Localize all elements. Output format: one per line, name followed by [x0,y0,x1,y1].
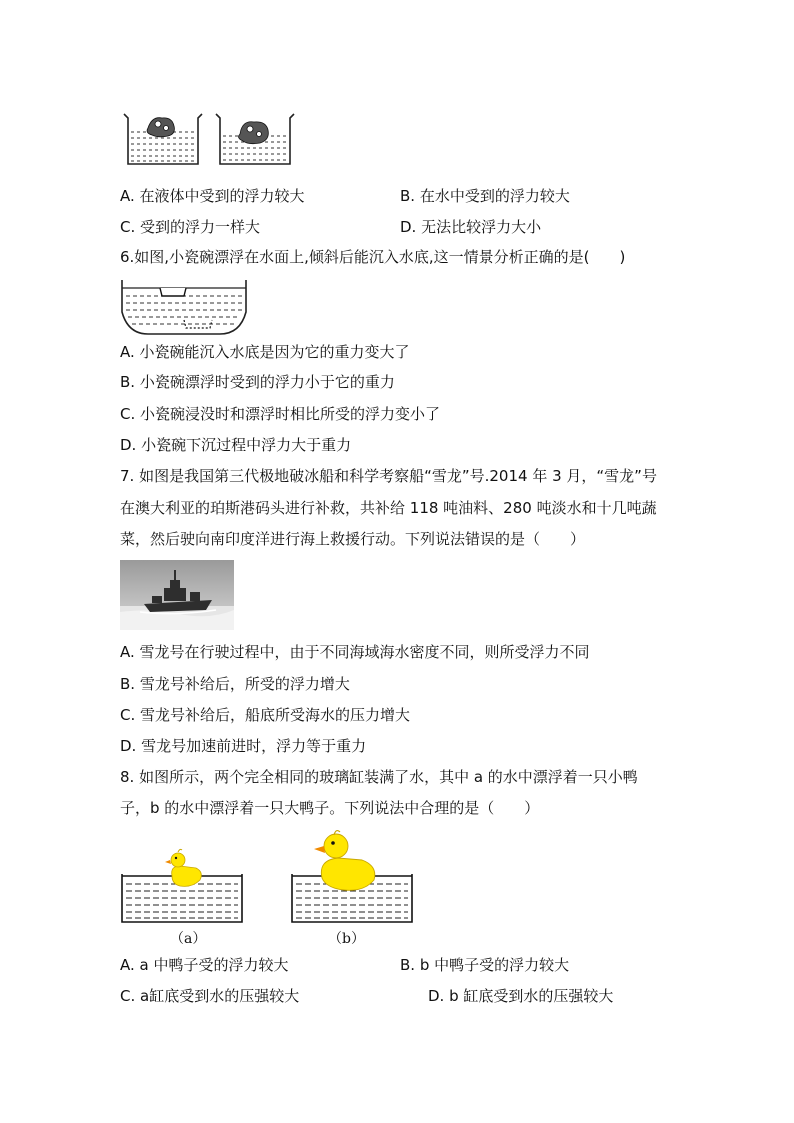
q8-option-c[interactable]: C. a缸底受到水的压强较大 [120,987,300,1005]
q7-option-c[interactable]: C. 雪龙号补给后，船底所受海水的压力增大 [120,706,411,724]
q6-floating-bowl [160,288,186,296]
q8-caption-a: （a） [170,931,207,947]
q7-stem-line-2: 在澳大利亚的珀斯港码头进行补救，共补给 118 吨油料、280 吨淡水和十几吨蔬 [120,499,657,517]
q6-stem: 6.如图,小瓷碗漂浮在水面上,倾斜后能沉入水底,这一情景分析正确的是( ) [120,248,626,266]
q8-option-d[interactable]: D. b 缸底受到水的压强较大 [428,987,614,1005]
q8-option-b[interactable]: B. b 中鸭子受的浮力较大 [400,956,570,974]
q6-option-d[interactable]: D. 小瓷碗下沉过程中浮力大于重力 [120,436,352,454]
q7-ship-photo [120,560,234,630]
q7-option-b[interactable]: B. 雪龙号补给后，所受的浮力增大 [120,675,350,693]
q5-floating-object-left [147,118,174,137]
q8-stem-line-2: 子，b 的水中漂浮着一只大鸭子。下列说法中合理的是（ ） [120,799,540,817]
q6-option-c[interactable]: C. 小瓷碗浸没时和漂浮时相比所受的浮力变小了 [120,405,441,423]
q7-option-d[interactable]: D. 雪龙号加速前进时，浮力等于重力 [120,737,367,755]
q7-option-a[interactable]: A. 雪龙号在行驶过程中，由于不同海域海水密度不同，则所受浮力不同 [120,643,590,661]
q6-option-b[interactable]: B. 小瓷碗漂浮时受到的浮力小于它的重力 [120,373,395,391]
q5-option-d[interactable]: D. 无法比较浮力大小 [400,218,542,236]
q7-stem-line-1: 7. 如图是我国第三代极地破冰船和科学考察船“雪龙”号.2014 年 3 月，“雪龙”号 [120,467,657,485]
q5-option-a[interactable]: A. 在液体中受到的浮力较大 [120,187,305,205]
q6-option-a[interactable]: A. 小瓷碗能沉入水底是因为它的重力变大了 [120,343,410,361]
q5-option-b[interactable]: B. 在水中受到的浮力较大 [400,187,570,205]
q8-tank-a-figure [118,846,248,924]
q8-caption-b: （b） [328,931,365,947]
q5-figure [118,108,298,170]
q8-option-a[interactable]: A. a 中鸭子受的浮力较大 [120,956,289,974]
q8-stem-line-1: 8. 如图所示，两个完全相同的玻璃缸装满了水，其中 a 的水中漂浮着一只小鸭 [120,768,638,786]
q6-bowl-figure [118,276,250,338]
q8-tank-b-figure [288,826,418,924]
large-duck-icon [314,831,375,891]
q5-option-c[interactable]: C. 受到的浮力一样大 [120,218,261,236]
small-duck-icon [165,849,201,886]
q7-stem-line-3: 菜，然后驶向南印度洋进行海上救援行动。下列说法错误的是（ ） [120,530,586,548]
q5-floating-object-right [239,122,269,144]
